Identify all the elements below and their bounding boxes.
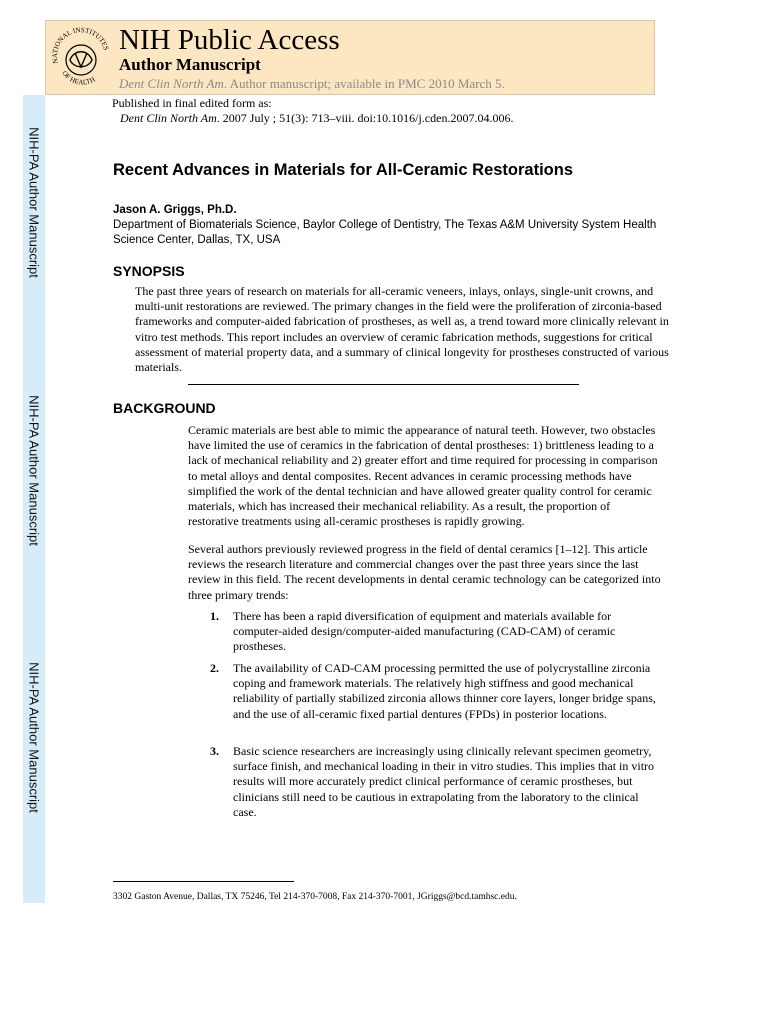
citation-journal: Dent Clin North Am <box>120 111 217 125</box>
published-label: Published in final edited form as: <box>112 96 272 110</box>
author-affiliation: Department of Biomaterials Science, Baylor College of Dentistry, The Texas A&M University System Health Science Center, Dallas, TX, USA <box>113 219 657 246</box>
sidebar-label: NIH-PA Author Manuscript <box>26 127 42 278</box>
background-paragraph-1: Ceramic materials are best able to mimic the appearance of natural teeth. However, two obstacles have limited the use of ceramics in the fabrication of dental prostheses: 1) brittleness leading to a lack of mechanical reliability and 2) greater effort and time required for processing in comparison to metal alloys and dental composites. Recent advances in ceramic processing methods have simplified the work of the dental technician and have allowed greater quality control for ceramic materials, which has increased their mechanical reliability. As a result, the proportion of restorative treatments using all-ceramic prostheses is rapidly growing. <box>188 423 658 529</box>
journal-name: Dent Clin North Am <box>119 76 224 91</box>
logo-text-bottom: OF HEALTH <box>60 69 97 87</box>
footnote-divider <box>113 881 294 882</box>
sidebar-label: NIH-PA Author Manuscript <box>26 662 42 813</box>
author-manuscript-title: Author Manuscript <box>119 55 261 74</box>
logo-text-top: NATIONAL INSTITUTES <box>50 26 111 65</box>
footnote-text: 3302 Gaston Avenue, Dallas, TX 75246, Tel 214-370-7008, Fax 214-370-7001, JGriggs@bcd.tamhsc.edu. <box>113 892 517 902</box>
list-number: 2. <box>210 661 219 675</box>
availability-note <box>119 76 505 92</box>
background-paragraph-2: Several authors previously reviewed progress in the field of dental ceramics [1–12]. This article reviews the research literature and commercial changes over the past three years since the last review in this field. The recent developments in dental ceramic technology can be categorized into three primary trends: <box>188 542 661 602</box>
article-title: Recent Advances in Materials for All-Ceramic Restorations <box>113 161 574 179</box>
synopsis-heading: SYNOPSIS <box>113 263 185 279</box>
sidebar-label: NIH-PA Author Manuscript <box>26 395 42 546</box>
background-heading: BACKGROUND <box>113 400 216 416</box>
nih-logo-icon <box>48 23 114 93</box>
publication-info <box>112 96 513 126</box>
nih-public-access-title: NIH Public Access <box>119 24 340 56</box>
section-divider <box>188 384 579 385</box>
list-text: There has been a rapid diversification of equipment and materials available for computer-aided design/computer-aided manufacturing (CAD-CAM) of ceramic prostheses. <box>233 609 616 654</box>
list-number: 1. <box>210 609 219 623</box>
list-text: Basic science researchers are increasingly using clinically relevant specimen geometry, surface finish, and mechanical loading in their in vitro studies. This implies that in vitro results will more accurately predict clinical performance of ceramic prostheses, but clinicians still need to be cautious in extrapolating from the laboratory to the clinical case. <box>233 744 655 819</box>
list-text: The availability of CAD-CAM processing permitted the use of polycrystalline zirconia coping and framework materials. The relatively high stiffness and good mechanical reliability of partially stabilized zirconia allows thinner core layers, longer bridge spans, and the use of all-ceramic fixed partial dentures (FPDs) in posterior locations. <box>233 661 656 721</box>
citation-line <box>112 111 513 126</box>
author-name: Jason A. Griggs, Ph.D. <box>113 204 237 216</box>
availability-text: . Author manuscript; available in PMC 2010 March 5. <box>223 76 505 91</box>
citation-text: . 2007 July ; 51(3): 713–viii. doi:10.1016/j.cden.2007.04.006. <box>216 111 514 125</box>
list-number: 3. <box>210 744 219 758</box>
nih-header-banner <box>45 20 655 95</box>
synopsis-text: The past three years of research on materials for all-ceramic veneers, inlays, onlays, single-unit crowns, and multi-unit restorations are reviewed. The primary changes in the field were the proliferation of zirconia-based frameworks and computer-aided fabrication of prostheses, as well as, a trend toward more clinically relevant in vitro test methods. This report includes an overview of ceramic fabrication methods, suggestions for critical assessment of material property data, and a summary of clinical longevity for prostheses constructed of various materials. <box>135 284 669 375</box>
